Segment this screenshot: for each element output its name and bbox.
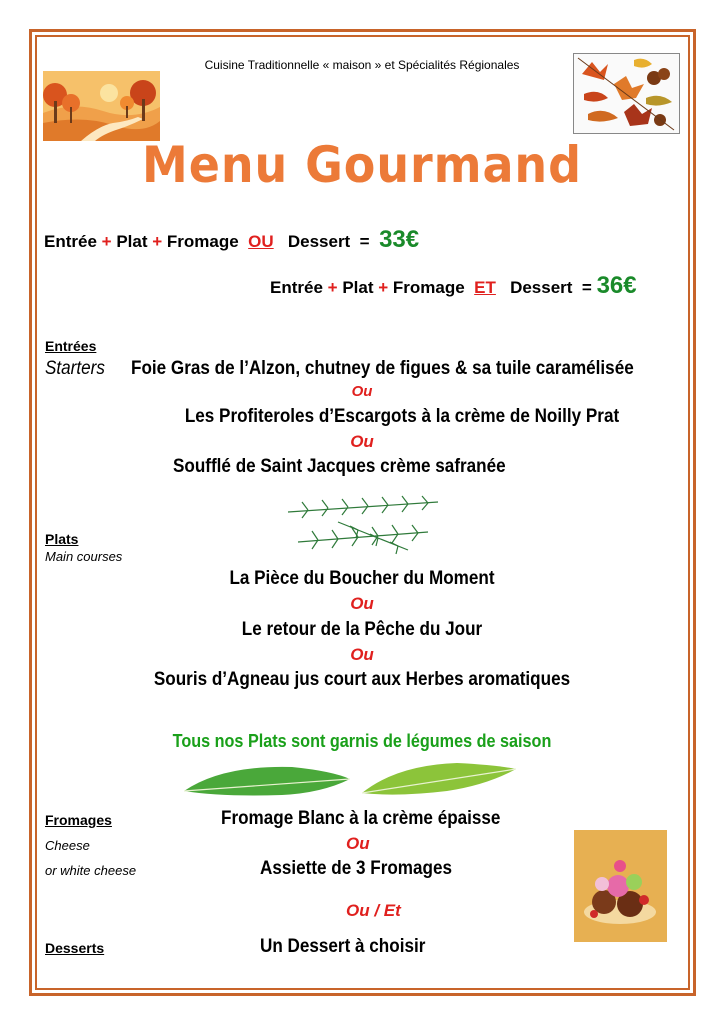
formula-fromage: Fromage	[166, 232, 239, 251]
entrees-subheading: Starters	[45, 358, 105, 379]
fromages-subheading-cheese: Cheese	[45, 838, 90, 853]
formula-33	[44, 226, 419, 254]
plat-dish-2: Le retour de la Pêche du Jour	[241, 619, 483, 640]
green-leaves-image	[182, 757, 518, 799]
formula-plus: +	[327, 278, 338, 297]
separator-ou-et: Ou / Et	[346, 901, 401, 920]
formula-price: 33€	[379, 226, 420, 253]
formula-conjunction: ET	[474, 278, 496, 297]
fromages-heading: Fromages	[45, 812, 112, 828]
formula-price: 36€	[596, 272, 637, 299]
formula-plus: +	[101, 232, 112, 251]
restaurant-tagline: Cuisine Traditionnelle « maison » et Spécialités Régionales	[204, 58, 520, 72]
entree-dish-2: Les Profiteroles d’Escargots à la crème de Noilly Prat	[184, 406, 620, 427]
separator-ou: Ou	[350, 432, 374, 451]
formula-equals: =	[581, 278, 592, 297]
fir-branches-image	[278, 492, 446, 560]
formula-plat: Plat	[116, 232, 148, 251]
formula-equals: =	[359, 232, 370, 251]
plat-dish-3: Souris d’Agneau jus court aux Herbes aromatiques	[153, 669, 571, 690]
formula-entree: Entrée	[270, 278, 323, 297]
plat-dish-1: La Pièce du Boucher du Moment	[229, 568, 495, 589]
formula-36	[270, 272, 637, 300]
separator-ou: Ou	[350, 645, 374, 664]
fromage-dish-2: Assiette de 3 Fromages	[260, 858, 452, 879]
plats-heading: Plats	[45, 531, 79, 547]
separator-ou: Ou	[350, 594, 374, 613]
menu-title: Menu Gourmand	[142, 136, 582, 194]
entree-dish-3: Soufflé de Saint Jacques crème safranée	[173, 456, 506, 477]
formula-plus: +	[152, 232, 163, 251]
plats-subheading: Main courses	[45, 549, 123, 564]
formula-conjunction: OU	[248, 232, 274, 251]
dessert-dish: Un Dessert à choisir	[260, 936, 426, 957]
formula-dessert: Dessert	[287, 232, 351, 251]
fromage-dish-1: Fromage Blanc à la crème épaisse	[221, 808, 501, 829]
formula-fromage: Fromage	[392, 278, 465, 297]
formula-dessert: Dessert	[510, 278, 573, 297]
entree-dish-1: Foie Gras de l’Alzon, chutney de figues & sa tuile caramélisée	[131, 358, 634, 379]
separator-ou: Ou	[351, 383, 373, 400]
formula-plus: +	[378, 278, 389, 297]
entrees-heading: Entrées	[45, 338, 97, 354]
desserts-heading: Desserts	[45, 940, 105, 956]
autumn-landscape-image	[43, 71, 160, 141]
fromages-subheading-white-cheese: or white cheese	[45, 863, 137, 878]
dessert-plate-image	[574, 830, 667, 942]
formula-entree: Entrée	[44, 232, 97, 251]
separator-ou: Ou	[346, 834, 370, 853]
formula-plat: Plat	[342, 278, 374, 297]
garnish-note: Tous nos Plats sont garnis de légumes de saison	[172, 731, 552, 751]
